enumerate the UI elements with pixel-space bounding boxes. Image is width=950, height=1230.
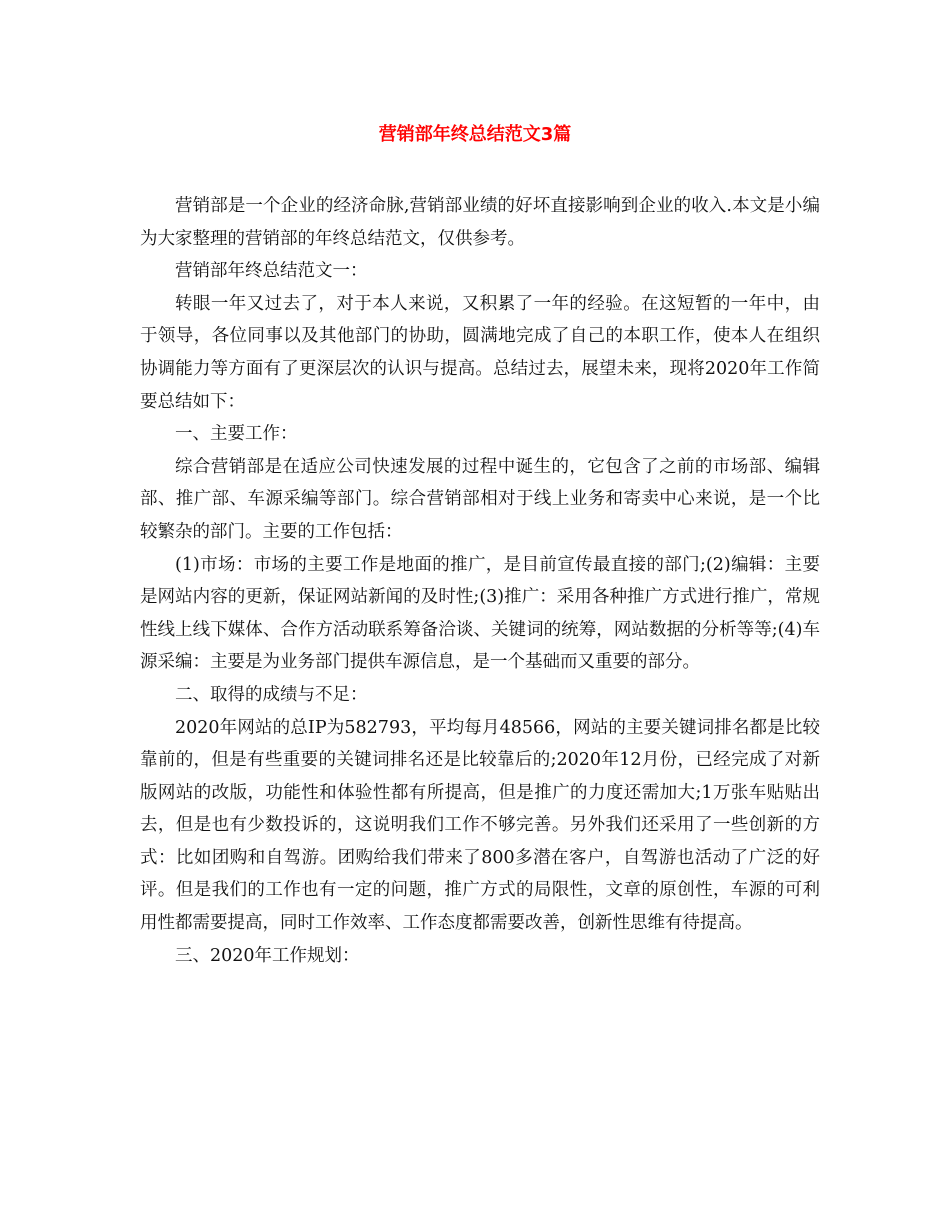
- paragraph-heading-main-work: 一、主要工作：: [175, 424, 298, 445]
- document-body: [140, 190, 820, 972]
- paragraph-department-overview: 综合营销部是在适应公司快速发展的过程中诞生的，它包含了之前的市场部、编辑部、推广部、车源采编等部门。综合营销部相对于线上业务和寄卖中心来说，是一个比较繁杂的部门。主要的工作包括：: [140, 456, 820, 542]
- paragraph-work-items: (1)市场：市场的主要工作是地面的推广，是目前宣传最直接的部门;(2)编辑：主要是网站内容的更新，保证网站新闻的及时性;(3)推广：采用各种推广方式进行推广，常规性线上线下媒体、合作方活动联系筹备洽谈、关键词的统筹，网站数据的分析等等;(4)车源采编：主要是为业务部门提供车源信息，是一个基础而又重要的部分。: [140, 554, 820, 673]
- paragraph-achievements: 2020年网站的总IP为582793，平均每月48566，网站的主要关键词排名都是比较靠前的，但是有些重要的关键词排名还是比较靠后的;2020年12月份，已经完成了对新版网站的改版，功能性和体验性都有所提高，但是推广的力度还需加大;1万张车贴贴出去，但是也有少数投诉的，这说明我们工作不够完善。另外我们还采用了一些创新的方式：比如团购和自驾游。团购给我们带来了800多潜在客户，自驾游也活动了广泛的好评。但是我们的工作也有一定的问题，推广方式的局限性，文章的原创性，车源的可利用性都需要提高，同时工作效率、工作态度都需要改善，创新性思维有待提高。: [140, 717, 820, 934]
- paragraph-heading-plan: 三、2020年工作规划：: [175, 945, 360, 966]
- paragraph-heading-achievements: 二、取得的成绩与不足：: [175, 684, 368, 705]
- paragraph-review: 转眼一年又过去了，对于本人来说，又积累了一年的经验。在这短暂的一年中，由于领导，各位同事以及其他部门的协助，圆满地完成了自己的本职工作，使本人在组织协调能力等方面有了更深层次的认识与提高。总结过去，展望未来，现将2020年工作简要总结如下：: [140, 293, 820, 412]
- document-title: 营销部年终总结范文3篇: [378, 124, 572, 145]
- paragraph-heading-sample-one: 营销部年终总结范文一：: [175, 261, 368, 282]
- paragraph-intro: 营销部是一个企业的经济命脉,营销部业绩的好坏直接影响到企业的收入.本文是小编为大家整理的营销部的年终总结范文，仅供参考。: [140, 196, 820, 249]
